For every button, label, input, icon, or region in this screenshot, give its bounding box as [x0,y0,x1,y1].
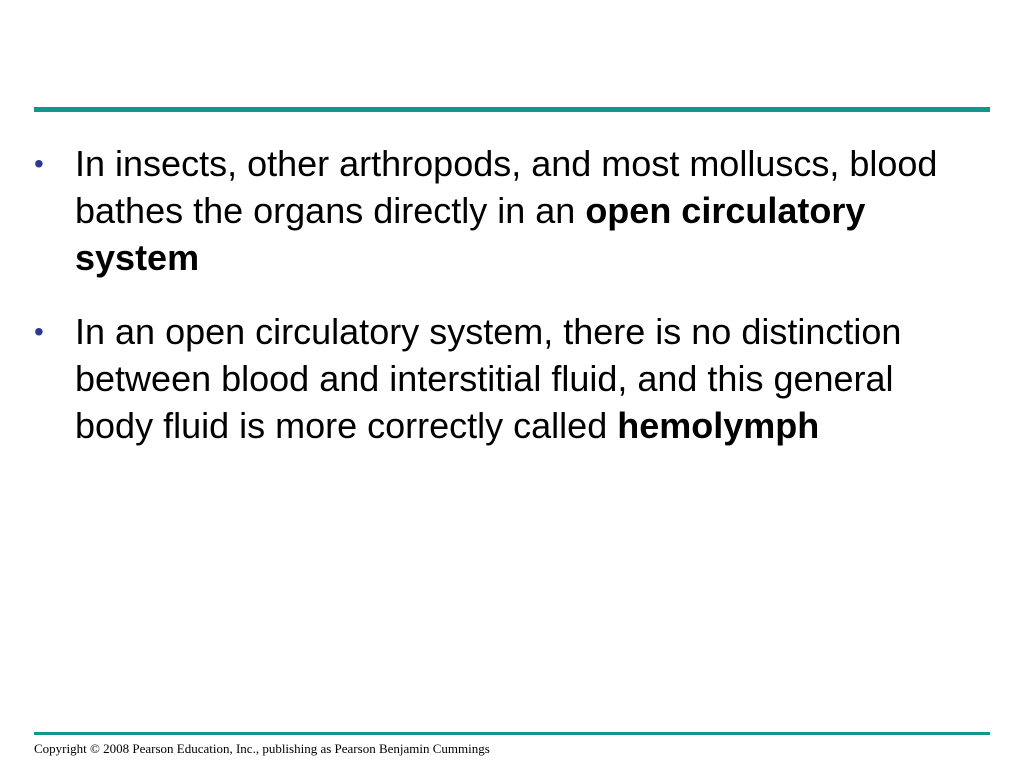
bullet-list [34,140,954,476]
bullet-item-hemolymph [34,308,954,449]
bottom-divider [34,732,990,735]
bullet-term: hemolymph [617,405,820,446]
bullet-term: open circulatory system [75,190,866,278]
top-divider [34,107,990,112]
bullet-text: In insects, other arthropods, and most molluscs, blood bathes the organs directly in an [75,143,938,231]
bullet-item-open-circulatory [34,140,954,281]
bullet-dot-icon: • [34,316,44,347]
bullet-dot-icon: • [34,148,44,179]
copyright-notice: Copyright © 2008 Pearson Education, Inc., publishing as Pearson Benjamin Cummings [34,741,490,756]
bullet-text: In an open circulatory system, there is no distinction between blood and interstitial fluid, and this general body fluid is more correctly called [75,311,902,446]
